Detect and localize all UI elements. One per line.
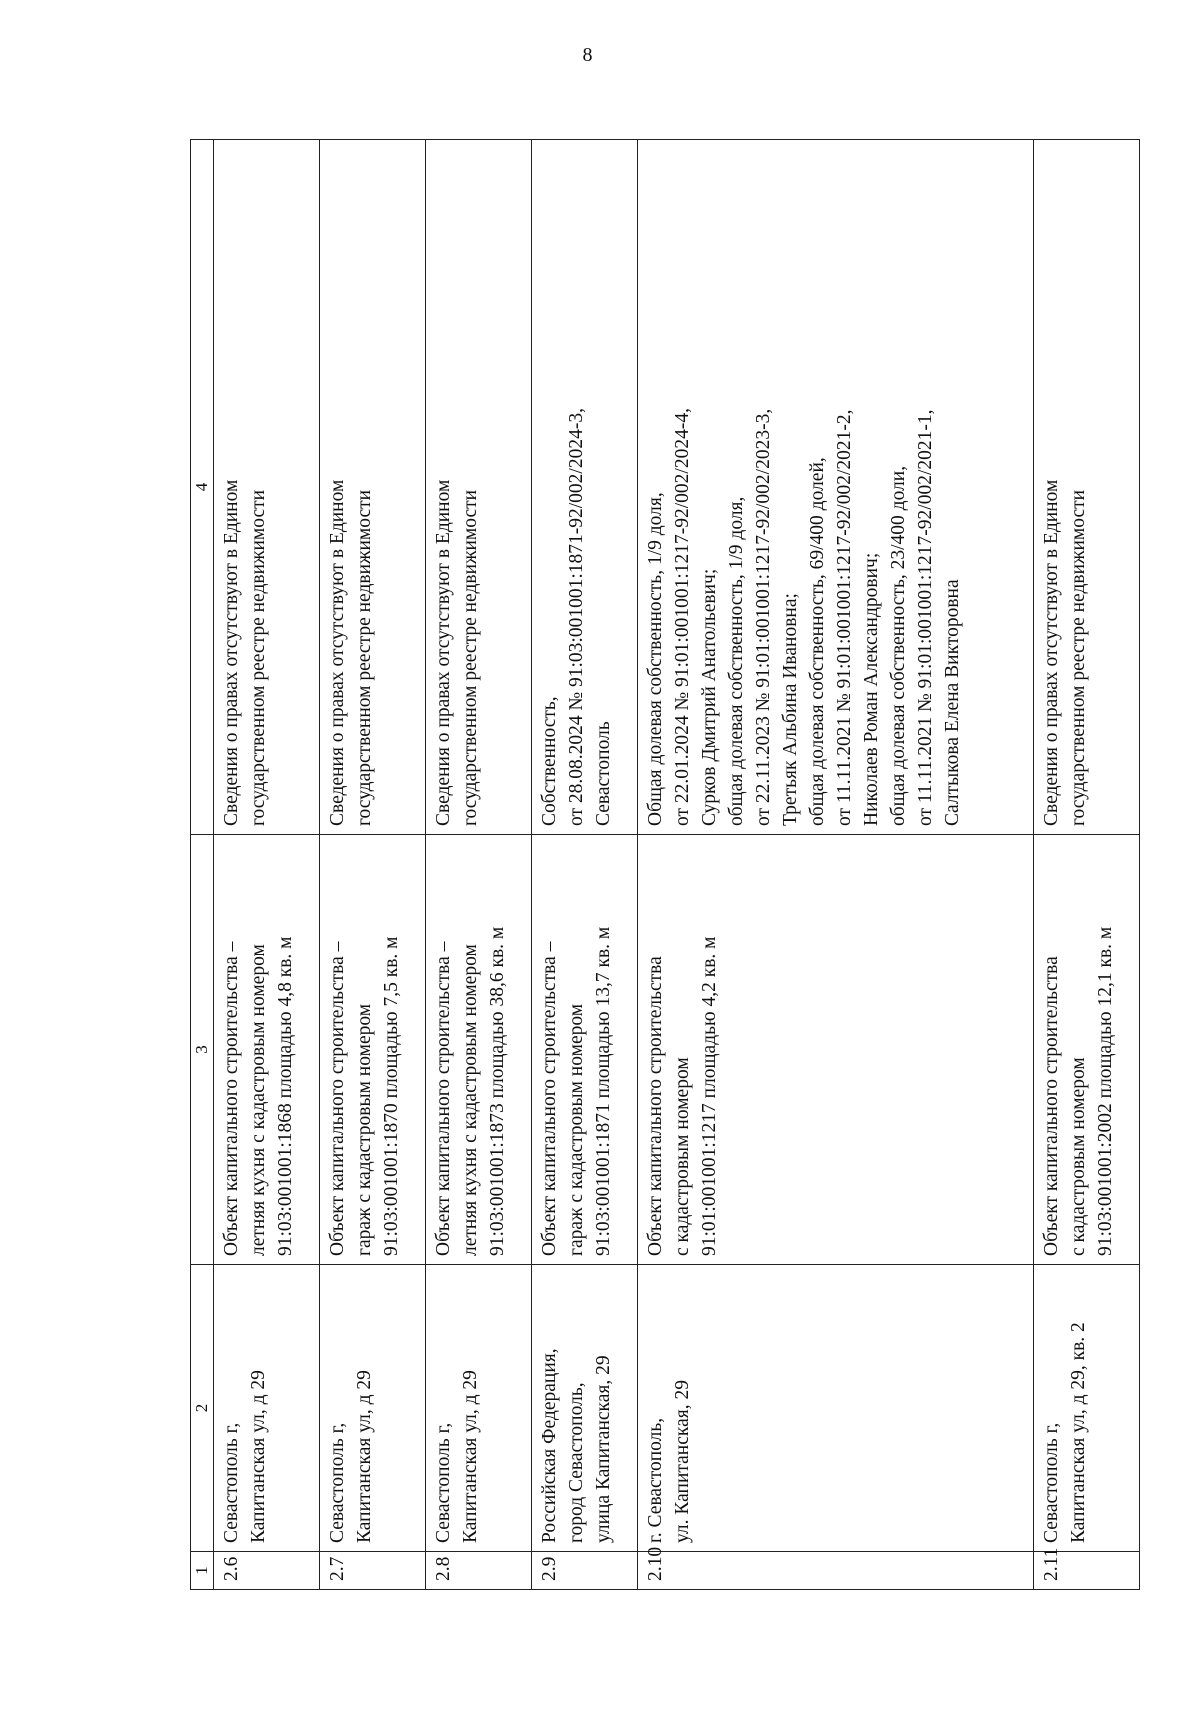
- page-number: 8: [582, 44, 593, 66]
- table-row: [426, 140, 532, 1590]
- object-cell: [638, 835, 1034, 1265]
- address-cell-line: Севастополь г,: [1040, 1422, 1062, 1543]
- row-number-cell-text: 2.10: [645, 1546, 667, 1581]
- rights-cell-line: Сурков Дмитрий Анатольевич;: [699, 568, 721, 826]
- rights-cell-line: Салтыкова Елена Викторовна: [942, 579, 964, 826]
- row-number-cell: [532, 1552, 638, 1590]
- rights-cell-line: государственном реестре недвижимости: [460, 489, 482, 826]
- rights-cell-line: от 22.01.2024 № 91:01:001001:1217-92/002/2024-4,: [672, 408, 694, 826]
- object-cell-line: 91:03:001001:2002 площадью 12,1 кв. м: [1094, 926, 1116, 1256]
- address-cell-line: ул. Капитанская, 29: [672, 1380, 694, 1543]
- rights-cell-line: Сведения о правах отсутствуют в Едином: [1040, 479, 1062, 826]
- address-cell-line: улица Капитанская, 29: [593, 1355, 615, 1543]
- object-cell-line: летняя кухня с кадастровым номером: [460, 944, 482, 1256]
- property-table: [190, 139, 1140, 1590]
- object-cell-line: гараж с кадастровым номером: [566, 1003, 588, 1256]
- address-cell-line: Капитанская ул, д 29, кв. 2: [1067, 1322, 1089, 1543]
- rights-cell-line: Третьяк Альбина Ивановна;: [780, 593, 802, 826]
- rights-cell-line: Сведения о правах отсутствуют в Едином: [433, 479, 455, 826]
- rights-cell-line: Сведения о правах отсутствуют в Едином: [221, 479, 242, 826]
- rights-cell-line: Николаев Роман Александрович;: [861, 552, 883, 826]
- object-cell: [214, 835, 320, 1265]
- header-col-4: 4: [191, 140, 214, 835]
- address-cell: [638, 1265, 1034, 1552]
- header-col-2: 2: [191, 1265, 214, 1552]
- table-header-row: [191, 140, 214, 1590]
- rights-cell: [320, 140, 426, 835]
- address-cell: [320, 1265, 426, 1552]
- rights-cell-line: от 11.11.2021 № 91:01:001001:1217-92/002/2021-1,: [915, 409, 937, 826]
- object-cell: [1033, 835, 1139, 1265]
- header-col-1: 1: [191, 1552, 214, 1590]
- address-cell: [214, 1265, 320, 1552]
- row-number-cell-text: 2.8: [433, 1556, 455, 1581]
- rights-cell-line: от 22.11.2023 № 91:01:001001:1217-92/002/2023-3,: [753, 408, 775, 826]
- object-cell-line: Объект капитального строительства –: [327, 941, 349, 1256]
- object-cell-line: с кадастровым номером: [1067, 1057, 1089, 1256]
- object-cell-line: летняя кухня с кадастровым номером: [248, 944, 269, 1256]
- object-cell-line: Объект капитального строительства –: [539, 941, 561, 1256]
- address-cell-line: Капитанская ул, д 29: [460, 1370, 482, 1543]
- address-cell-line: г. Севастополь,: [645, 1417, 667, 1543]
- object-cell-line: 91:03:001001:1868 площадью 4,8 кв. м: [275, 936, 296, 1256]
- object-cell-line: Объект капитального строительства: [1040, 956, 1062, 1256]
- address-cell-line: город Севастополь,: [566, 1382, 588, 1543]
- address-cell: [1033, 1265, 1139, 1552]
- rights-cell-line: государственном реестре недвижимости: [248, 489, 269, 826]
- object-cell: [320, 835, 426, 1265]
- rights-cell: [214, 140, 320, 835]
- table-row: [1033, 140, 1139, 1590]
- row-number-cell: [1033, 1547, 1139, 1590]
- rights-cell: [638, 140, 1034, 835]
- rights-cell-line: государственном реестре недвижимости: [1067, 489, 1089, 826]
- row-number-cell-text: 2.11: [1040, 1547, 1062, 1581]
- table-row: [214, 140, 320, 1590]
- row-number-cell: [638, 1546, 1034, 1590]
- rights-cell-line: общая долевая собственность, 1/9 доля,: [726, 496, 748, 826]
- address-cell-line: Российская Федерация,: [539, 1348, 561, 1543]
- object-cell-line: Объект капитального строительства –: [221, 941, 242, 1256]
- address-cell: [532, 1265, 638, 1552]
- table-row: [638, 140, 1034, 1590]
- table-body: [214, 140, 1140, 1590]
- address-cell-line: Севастополь г,: [327, 1422, 349, 1543]
- address-cell: [426, 1265, 532, 1552]
- object-cell-line: Объект капитального строительства: [645, 956, 667, 1256]
- object-cell-line: 91:01:001001:1217 площадью 4,2 кв. м: [699, 936, 721, 1256]
- rights-cell-line: общая долевая собственность, 23/400 доли,: [888, 465, 910, 826]
- rights-cell-line: Сведения о правах отсутствуют в Едином: [327, 479, 349, 826]
- address-cell-line: Капитанская ул, д 29: [354, 1370, 376, 1543]
- object-cell-line: 91:03:001001:1871 площадью 13,7 кв. м: [593, 926, 615, 1256]
- object-cell-line: 91:03:001001:1870 площадью 7,5 кв. м: [381, 936, 403, 1256]
- row-number-cell-text: 2.6: [221, 1556, 242, 1581]
- row-number-cell: [320, 1552, 426, 1590]
- object-cell-line: Объект капитального строительства –: [433, 941, 455, 1256]
- rights-cell: [1033, 140, 1139, 835]
- rights-cell-line: Общая долевая собственность, 1/9 доля,: [645, 492, 667, 826]
- object-cell: [532, 835, 638, 1265]
- rights-cell: [532, 140, 638, 835]
- rights-cell-line: от 28.08.2024 № 91:03:001001:1871-92/002/2024-3,: [566, 408, 588, 826]
- rotated-table-wrapper: [190, 140, 1140, 1590]
- rights-cell-line: общая долевая собственность, 69/400 долей,: [807, 457, 829, 826]
- row-number-cell: [426, 1552, 532, 1590]
- object-cell-line: гараж с кадастровым номером: [354, 1003, 376, 1256]
- rights-cell-line: от 11.11.2021 № 91:01:001001:1217-92/002/2021-2,: [834, 409, 856, 826]
- header-col-3: 3: [191, 835, 214, 1265]
- row-number-cell-text: 2.7: [327, 1556, 349, 1581]
- table-row: [532, 140, 638, 1590]
- address-cell-line: Севастополь г,: [221, 1422, 242, 1543]
- object-cell-line: с кадастровым номером: [672, 1057, 694, 1256]
- table-row: [320, 140, 426, 1590]
- row-number-cell-text: 2.9: [539, 1556, 561, 1581]
- rights-cell-line: Севастополь: [593, 721, 615, 826]
- rights-cell: [426, 140, 532, 835]
- rights-cell-line: Собственность,: [539, 696, 561, 826]
- object-cell: [426, 835, 532, 1265]
- row-number-cell: [214, 1552, 320, 1590]
- rights-cell-line: государственном реестре недвижимости: [354, 489, 376, 826]
- address-cell-line: Капитанская ул, д 29: [248, 1370, 269, 1543]
- address-cell-line: Севастополь г,: [433, 1422, 455, 1543]
- object-cell-line: 91:03:001001:1873 площадью 38,6 кв. м: [487, 926, 509, 1256]
